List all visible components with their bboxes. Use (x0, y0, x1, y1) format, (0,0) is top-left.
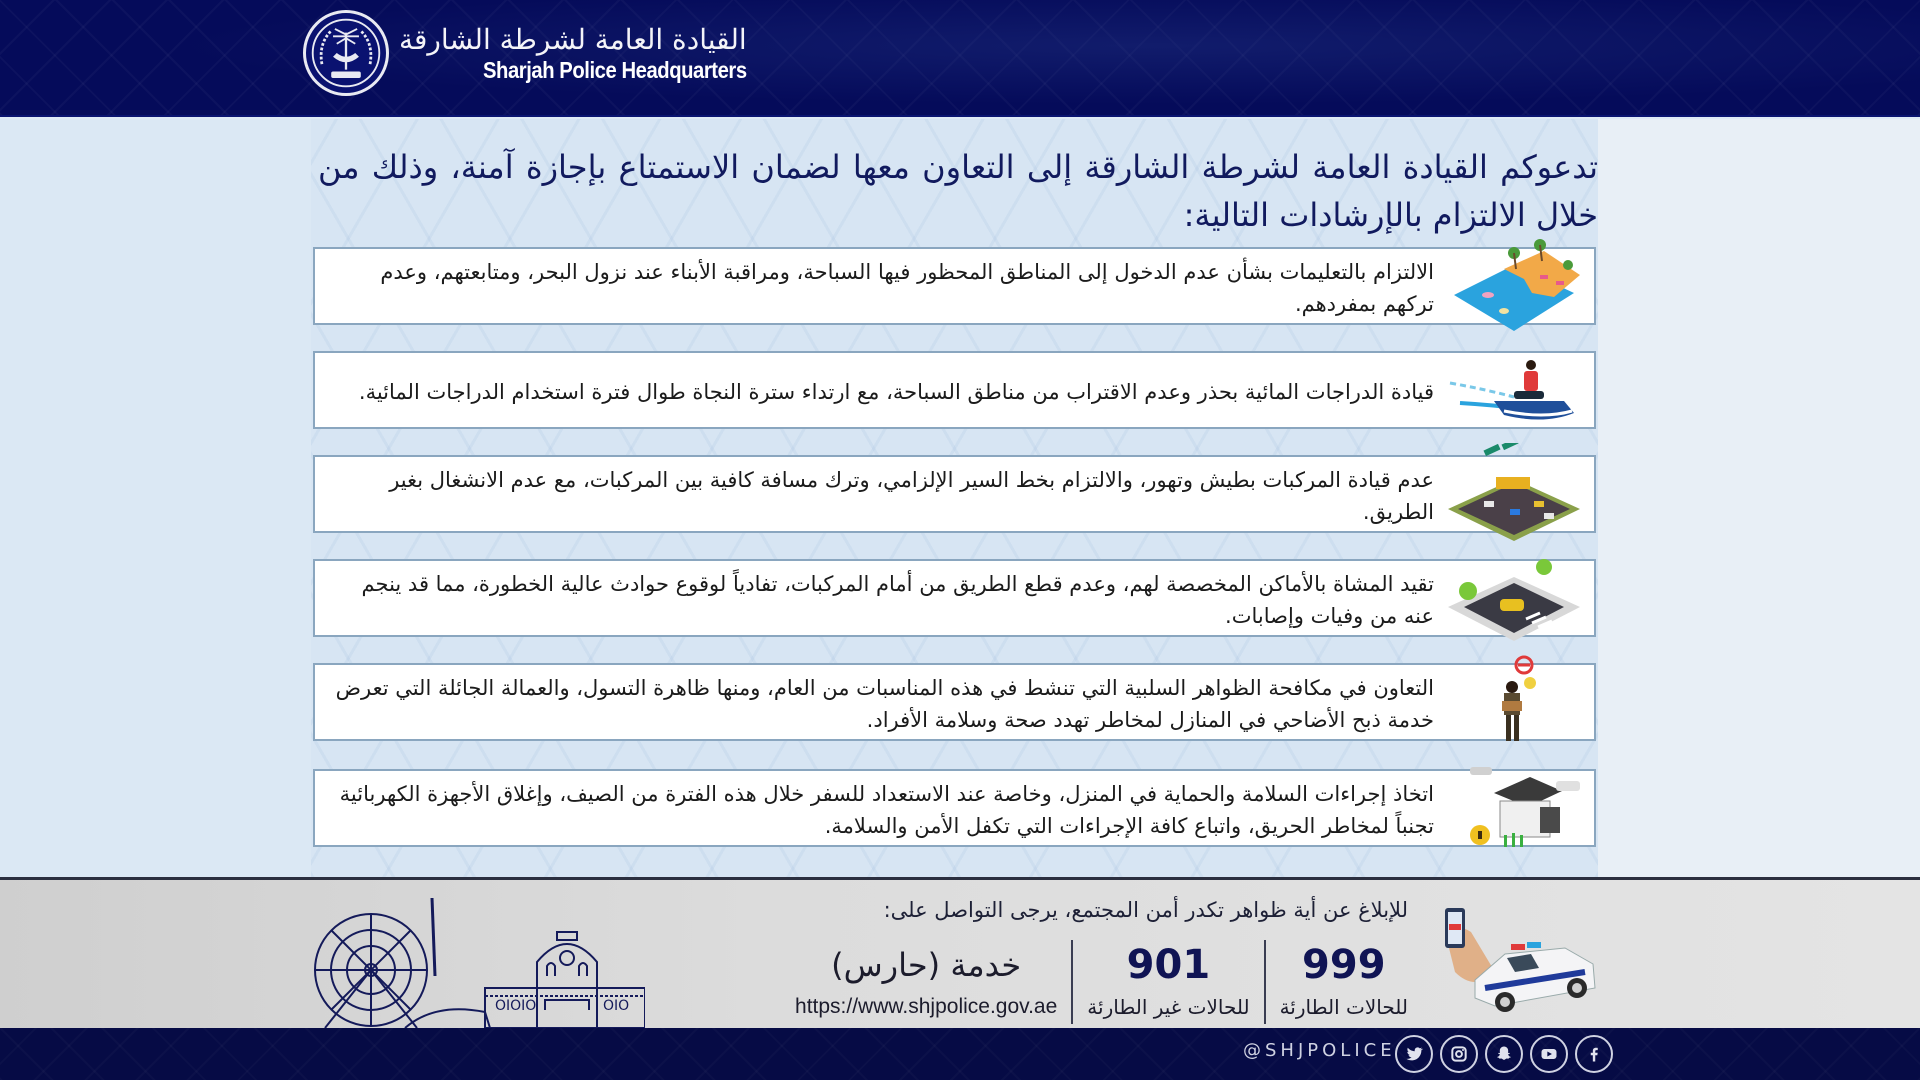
guideline-text: عدم قيادة المركبات بطيش وتهور، والالتزام بخط السير الإلزامي، وترك مسافة كافية بين المركبات، مع عدم الانشغال بغير الطريق. (389, 468, 1434, 524)
guideline-text: قيادة الدراجات المائية بحذر وعدم الاقتراب من مناطق السباحة، مع ارتداء سترة النجاة طوال فترة استخدام الدراجات المائية. (358, 380, 1434, 404)
guideline-text: اتخاذ إجراءات السلامة والحماية في المنزل، وخاصة عند الاستعداد للسفر خلال هذه الفترة من الصيف، وإغلاق الأجهزة الكهربائية تجنباً لمخاطر الحريق، واتباع كافة الإجراءات التي تكفل الأمن والسلامة. (339, 782, 1434, 838)
guideline-card (313, 769, 1596, 847)
snapchat-icon[interactable] (1485, 1035, 1523, 1073)
police-car-phone-icon (1435, 902, 1605, 1022)
guideline-text: تقيد المشاة بالأماكن المخصصة لهم، وعدم قطع الطريق من أمام المركبات، تفادياً لوقوع حوادث عالية الخطورة، مما قد ينجم عنه من وفيات وإصابات. (361, 572, 1434, 628)
svg-text:OIOIO: OIOIO (495, 998, 537, 1014)
brand-english-name: Sharjah Police Headquarters (482, 57, 747, 83)
hotline-number: 999 (1302, 942, 1386, 988)
hotline-label: للحالات الطارئة (1279, 995, 1408, 1019)
pedestrian-crossing-icon (1434, 561, 1594, 635)
hotline-number: 901 (1126, 942, 1211, 988)
hotline-haris-service[interactable] (781, 940, 1073, 1024)
highway-traffic-icon (1434, 457, 1594, 531)
background-left (0, 119, 311, 877)
header-band (0, 0, 1920, 117)
sharjah-skyline-icon (305, 892, 645, 1028)
facebook-icon[interactable] (1575, 1035, 1613, 1073)
instagram-icon[interactable] (1440, 1035, 1478, 1073)
jet-ski-icon (1434, 353, 1594, 427)
guidelines-panel (311, 119, 1598, 877)
background-right (1598, 119, 1920, 877)
svg-text:OIO: OIO (603, 998, 630, 1014)
hotlines (781, 940, 1408, 1024)
brand-arabic-name: القيادة العامة لشرطة الشارقة (399, 23, 747, 56)
hotline-non-emergency[interactable] (1073, 940, 1265, 1024)
police-emblem-icon (303, 10, 389, 96)
guideline-card (313, 247, 1596, 325)
intro-text: تدعوكم القيادة العامة لشرطة الشارقة إلى التعاون معها لضمان الاستمتاع بإجازة آمنة، وذلك من خلال الالتزام بالإرشادات التالية: (318, 148, 1598, 234)
brand-logo (303, 10, 747, 96)
twitter-icon[interactable] (1395, 1035, 1433, 1073)
guideline-card (313, 559, 1596, 637)
report-instructions: للإبلاغ عن أية ظواهر تكدر أمن المجتمع، يرجى التواصل على: (883, 898, 1408, 922)
youtube-icon[interactable] (1530, 1035, 1568, 1073)
no-begging-icon (1434, 665, 1594, 739)
social-icons (1395, 1035, 1613, 1073)
home-security-icon (1434, 771, 1594, 845)
guideline-card (313, 663, 1596, 741)
social-band (0, 1028, 1920, 1080)
guideline-card (313, 351, 1596, 429)
beach-icon (1434, 249, 1594, 323)
guideline-text: التعاون في مكافحة الظواهر السلبية التي تنشط في هذه المناسبات من العام، ومنها ظاهرة التسول، والعمالة الجائلة التي تعرض خدمة ذبح الأضاحي في المنازل لمخاطر تهدد صحة وسلامة الأفراد. (335, 676, 1434, 732)
hotline-label: للحالات غير الطارئة (1087, 995, 1250, 1019)
guideline-card (313, 455, 1596, 533)
website-link[interactable]: https://www.shjpolice.gov.ae (795, 995, 1058, 1018)
service-name: خدمة (حارس) (831, 946, 1022, 984)
hotline-emergency[interactable] (1266, 940, 1408, 1024)
guidelines-list (313, 247, 1596, 873)
guideline-text: الالتزام بالتعليمات بشأن عدم الدخول إلى المناطق المحظور فيها السباحة، ومراقبة الأبناء عند نزول البحر، ومتابعتهم، وعدم تركهم بمفردهم. (380, 260, 1434, 316)
social-handle[interactable]: @SHJPOLICE (1243, 1040, 1396, 1061)
contact-section (0, 880, 1920, 1028)
